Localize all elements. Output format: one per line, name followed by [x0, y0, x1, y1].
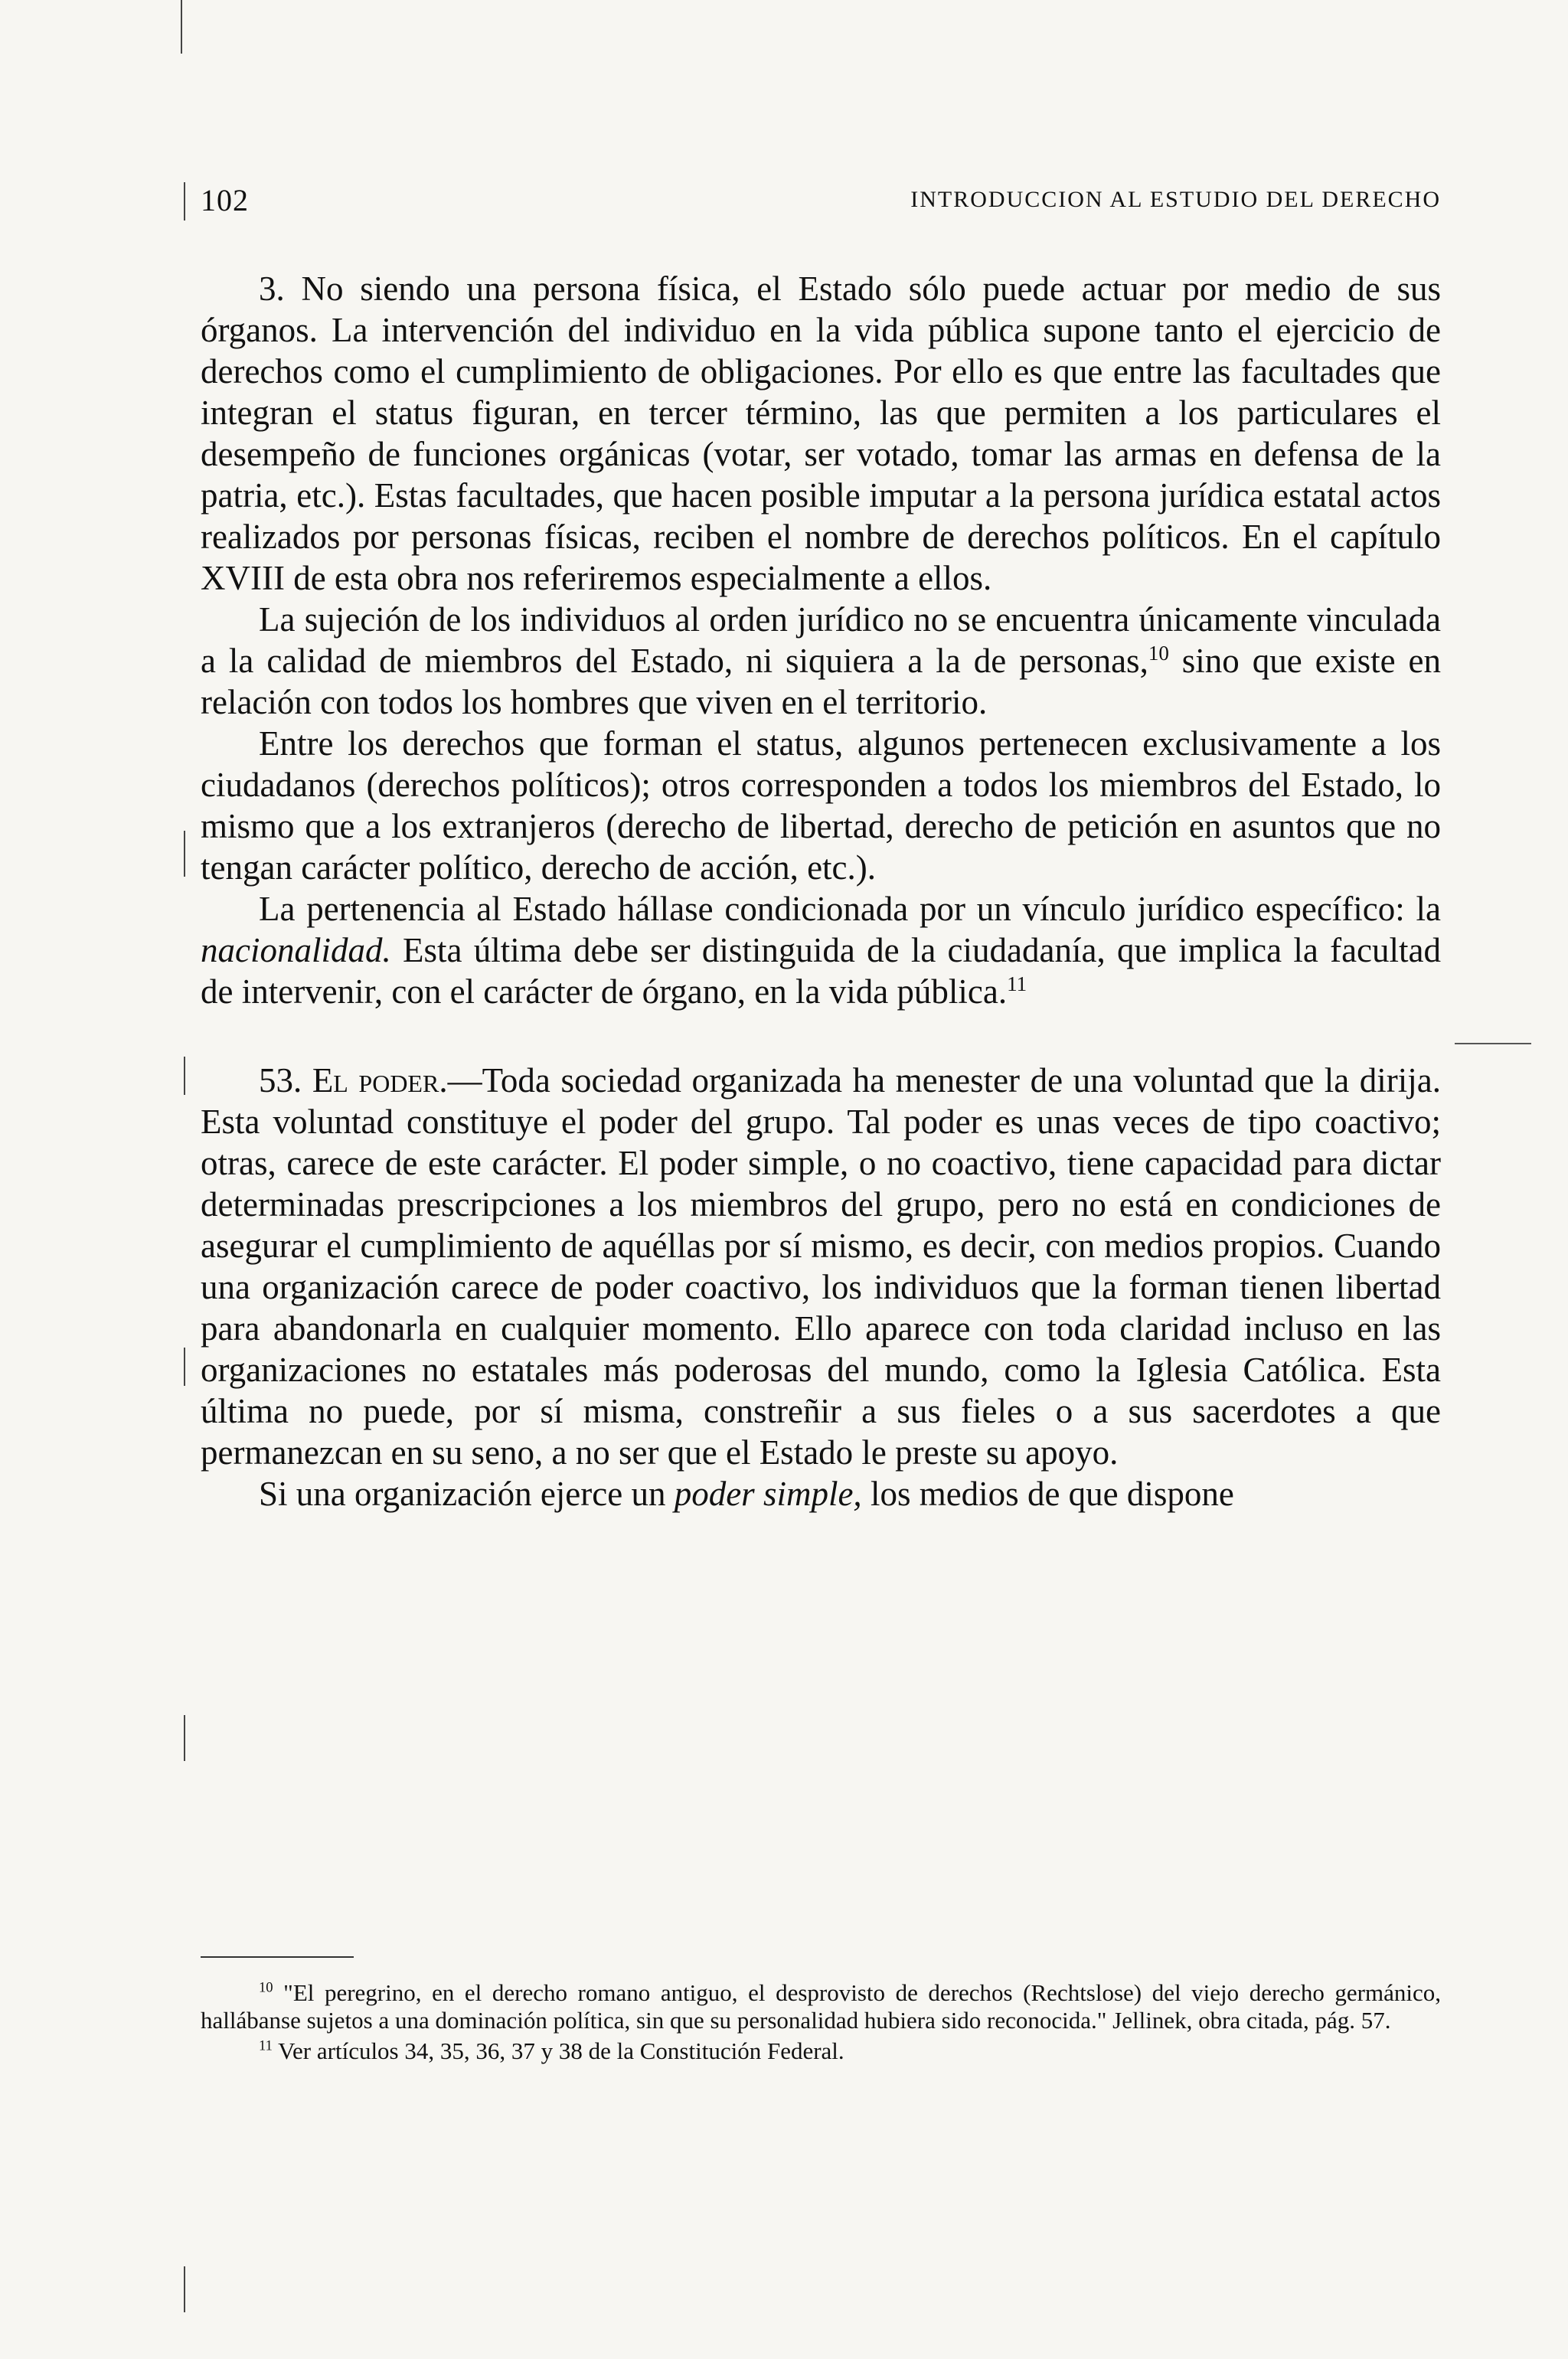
paragraph-1: 3. No siendo una persona física, el Estado sólo puede actuar por medio de sus órganos. La intervención del individuo en la vida pública supone tanto el ejercicio de derechos como el cumplimiento de obligaciones. Por ello es que entre las facultades que integran el status figuran, en tercer término, las que permiten a los particulares el desempeño de funciones orgánicas (votar, ser votado, tomar las armas en defensa de la patria, etc.). Estas facultades, que hacen posible imputar a la persona jurídica estatal actos realizados por personas físicas, reciben el nombre de derechos políticos. En el capítulo XVIII de esta obra nos referiremos especialmente a ellos.: [201, 270, 1441, 597]
page-header: [201, 182, 1441, 228]
scan-mark: [184, 1715, 185, 1761]
footnote-ref-10: 10: [1148, 642, 1169, 665]
section-heading: El poder.: [312, 1061, 448, 1099]
section-number: 53.: [259, 1061, 302, 1099]
footnote-ref-11: 11: [1007, 972, 1027, 995]
scan-mark: [1455, 1043, 1531, 1044]
paragraph-6: Si una organización ejerce un poder simple, los medios de que dispone: [259, 1475, 1234, 1513]
footnote-10: $^{10}$ "El peregrino, en el derecho romano antiguo, el desprovisto de derechos (Rechtslose) del viejo derecho germánico, hallábanse sujetos a una dominación política, sin que su personalidad hubiera sido reconocida." Jellinek, obra citada, pág. 57.: [201, 1979, 1441, 2034]
scan-mark: [184, 831, 185, 877]
footnote-rule: [201, 1956, 354, 1958]
scan-mark: [184, 1348, 185, 1386]
footnote-11: $^{11}$ Ver artículos 34, 35, 36, 37 y 38 de la Constitución Federal.: [259, 2037, 844, 2064]
scan-mark: [181, 0, 182, 54]
paragraph-3: Entre los derechos que forman el status, algunos pertenecen exclusivamente a los ciudadanos (derechos políticos); otros corresponden a todos los miembros del Estado, lo mismo que a los extranjeros (derecho de libertad, derecho de petición en asuntos que no tengan carácter político, derecho de acción, etc.).: [201, 724, 1441, 887]
scan-mark: [184, 1057, 185, 1095]
paragraph-2: La sujeción de los individuos al orden jurídico no se encuentra únicamente vinculada a la calidad de miembros del Estado, ni siquiera a la de personas,$^{10}$ sino que existe en relación con todos los hombres que viven en el territorio.: [201, 600, 1441, 721]
body-text: [201, 268, 1441, 1514]
section-53-paragraph: 53. El poder.—Toda sociedad organizada ha menester de una voluntad que la dirija. Esta voluntad constituye el poder del grupo. Tal poder es unas veces de tipo coactivo; otras, carece de este carácter. El poder simple, o no coactivo, tiene capacidad para dictar determinadas prescripciones a los miembros del grupo, pero no está en condiciones de asegurar el cumplimiento de aquéllas por sí mismo, es decir, con medios propios. Cuando una organización carece de poder coactivo, los individuos que la forman tienen libertad para abandonarla en cualquier momento. Ello aparece con toda claridad incluso en las organizaciones no estatales más poderosas del mundo, como la Iglesia Católica. Esta última no puede, por sí misma, constreñir a sus fieles o a sus sacerdotes a que permanezcan en su seno, a no ser que el Estado le preste su apoyo.: [201, 1061, 1441, 1472]
page-number: 102: [201, 183, 249, 217]
footnotes: [201, 1979, 1441, 2068]
running-title: INTRODUCCION AL ESTUDIO DEL DERECHO: [910, 187, 1441, 212]
scan-mark: [184, 182, 185, 221]
scan-mark: [184, 2266, 185, 2312]
paragraph-4: La pertenencia al Estado hállase condicionada por un vínculo jurídico específico: la nacionalidad. Esta última debe ser distinguida de la ciudadanía, que implica la facultad de intervenir, con el carácter de órgano, en la vida pública.$^{11}$: [201, 890, 1441, 1011]
